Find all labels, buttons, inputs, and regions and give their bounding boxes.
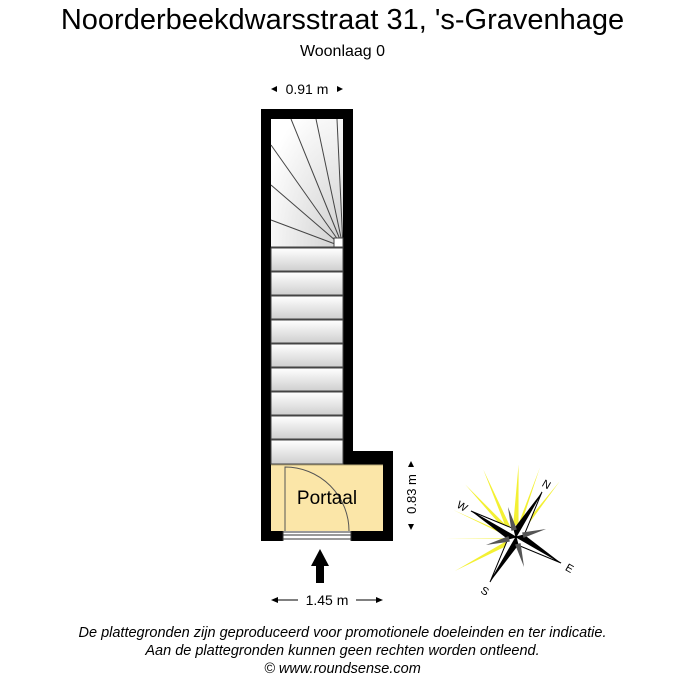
stair-treads — [271, 248, 343, 464]
room-label-portaal: Portaal — [296, 488, 358, 509]
disclaimer-line-1: De plattegronden zijn geproduceerd voor promotionele doeleinden en ter indicatie. — [78, 625, 607, 641]
compass-east-label: E — [563, 561, 576, 576]
room-portaal — [271, 465, 383, 531]
dimension-bottom-label: 1.45 m — [305, 592, 349, 608]
floor-label: Woonlaag 0 — [299, 43, 386, 60]
stairs — [271, 119, 343, 464]
dimension-right-label: 0.83 m — [404, 474, 419, 514]
compass-west-label: W — [454, 499, 470, 515]
copyright-line: © www.roundsense.com — [264, 661, 421, 677]
dimension-top-label: 0.91 m — [285, 81, 329, 97]
dimension-top — [271, 81, 343, 97]
dimension-right — [404, 461, 419, 530]
page-title: Noorderbeekdwarsstraat 31, 's-Gravenhage — [60, 4, 625, 36]
compass-north-label: N — [539, 477, 553, 493]
entrance-arrow-icon — [311, 549, 329, 583]
dimension-bottom — [271, 592, 383, 608]
compass-rose-icon — [421, 440, 609, 630]
front-door — [283, 531, 351, 541]
disclaimer — [0, 624, 685, 678]
disclaimer-line-2: Aan de plattegronden kunnen geen rechten worden ontleend. — [145, 643, 540, 659]
compass-south-label: S — [478, 584, 491, 599]
